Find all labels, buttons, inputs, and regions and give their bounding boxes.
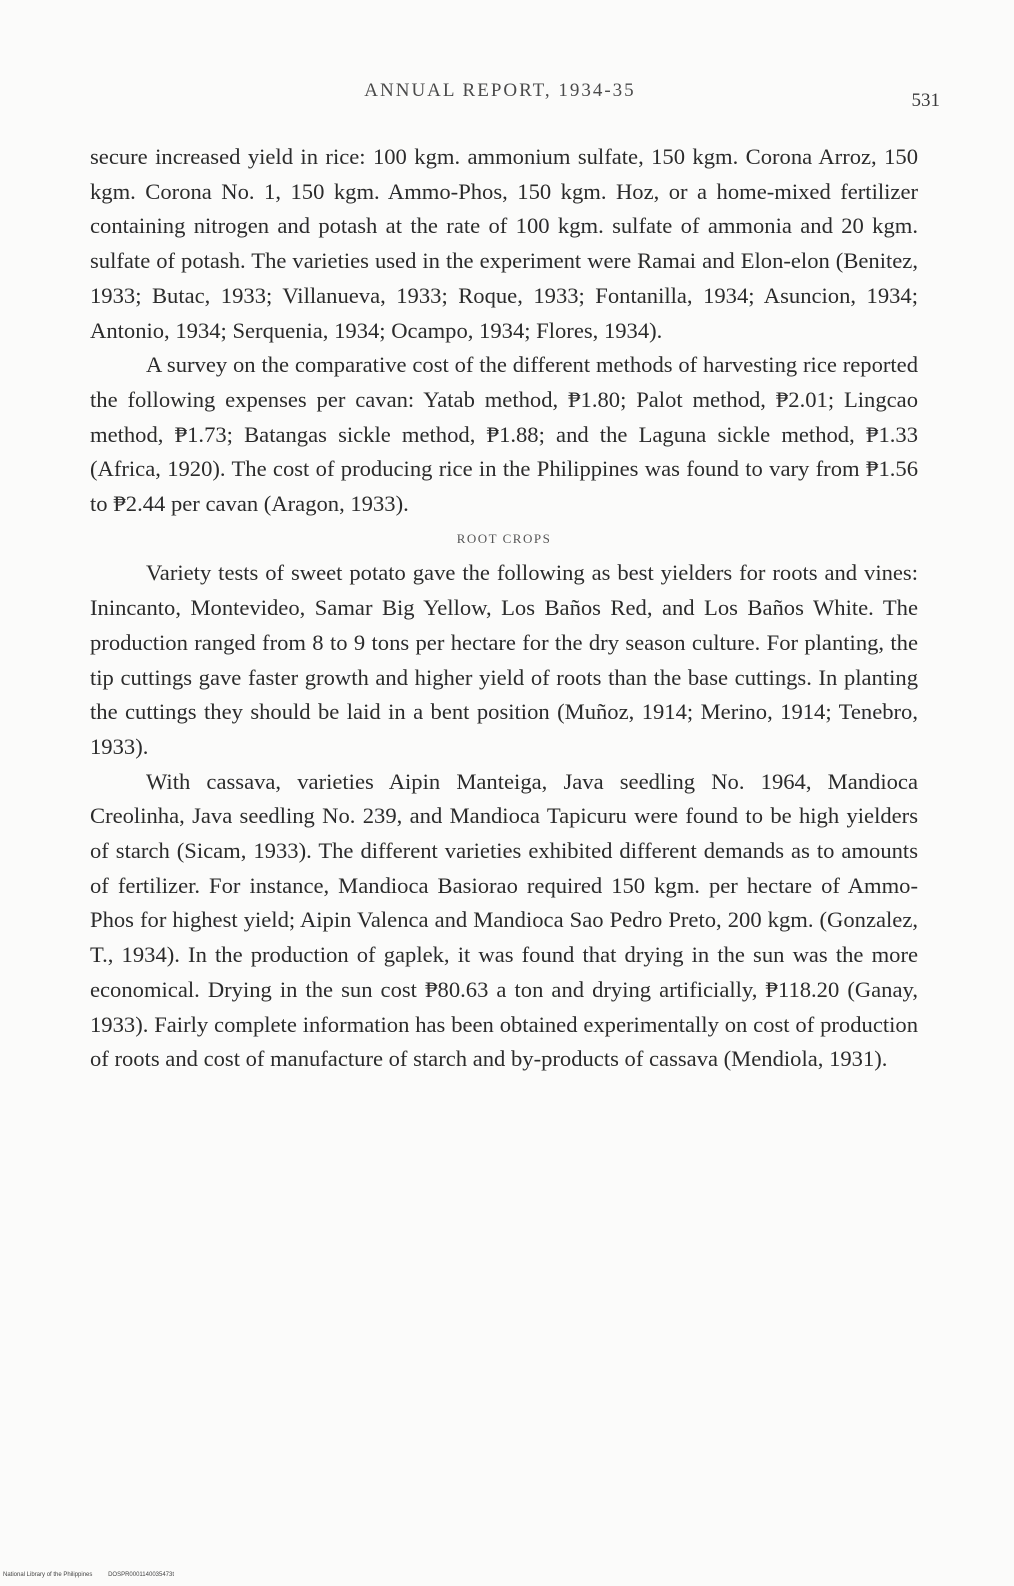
page-body bbox=[90, 140, 918, 1077]
page-header bbox=[60, 80, 940, 120]
paragraph-rice-fertilizer: secure increased yield in rice: 100 kgm. ammonium sulfate, 150 kgm. Corona Arroz, 150 kgm. Corona No. 1, 150 kgm. Ammo-Phos, 150 kgm. Hoz, or a home-mixed fertilizer containing nitrogen and potash at the rate of 100 kgm. sulfate of ammonia and 20 kgm. sulfate of potash. The varieties used in the experiment were Ramai and Elon-elon (Benitez, 1933; Butac, 1933; Villanueva, 1933; Roque, 1933; Fontanilla, 1934; Asuncion, 1934; Antonio, 1934; Serquenia, 1934; Ocampo, 1934; Flores, 1934). bbox=[90, 144, 918, 343]
paragraph-cassava: With cassava, varieties Aipin Manteiga, Java seedling No. 1964, Mandioca Creolinha, Java seedling No. 239, and Mandioca Tapicuru were found to be high yielders of starch (Sicam, 1933). The different varieties exhibited different demands as to amounts of fertilizer. For instance, Mandioca Basiorao required 150 kgm. per hectare of Ammo-Phos for highest yield; Aipin Valenca and Mandioca Sao Pedro Preto, 200 kgm. (Gonzalez, T., 1934). In the production of gaplek, it was found that drying in the sun was the more economical. Drying in the sun cost ₱80.63 a ton and drying artificially, ₱118.20 (Ganay, 1933). Fairly complete information has been obtained experimentally on cost of production of roots and cost of manufacture of starch and by-products of cassava (Mendiola, 1931). bbox=[90, 768, 918, 1072]
footer-identifier: DOSPR0001140035473t bbox=[108, 1572, 175, 1578]
page-number: 531 bbox=[911, 90, 940, 111]
footer-watermark bbox=[3, 1572, 188, 1578]
section-heading-root-crops: ROOT CROPS bbox=[456, 530, 552, 546]
paragraph-harvesting-cost: A survey on the comparative cost of the different methods of harvesting rice reported the following expenses per cavan: Yatab method, ₱1.80; Palot method, ₱2.01; Lingcao method, ₱1.73; Batangas sickle method, ₱1.88; and the Laguna sickle method, ₱1.33 (Africa, 1920). The cost of producing rice in the Philippines was found to vary from ₱1.56 to ₱2.44 per cavan (Aragon, 1933). bbox=[90, 352, 918, 517]
footer-library: National Library of the Philippines bbox=[3, 1572, 93, 1578]
running-head: ANNUAL REPORT, 1934-35 bbox=[364, 80, 636, 101]
paragraph-sweet-potato: Variety tests of sweet potato gave the following as best yielders for roots and vines: Inincanto, Montevideo, Samar Big Yellow, Los Baños Red, and Los Baños White. The production ranged from 8 to 9 tons per hectare for the dry season culture. For planting, the tip cuttings gave faster growth and higher yield of roots than the base cuttings. In planting the cuttings they should be laid in a bent position (Muñoz, 1914; Merino, 1914; Tenebro, 1933). bbox=[90, 560, 918, 759]
